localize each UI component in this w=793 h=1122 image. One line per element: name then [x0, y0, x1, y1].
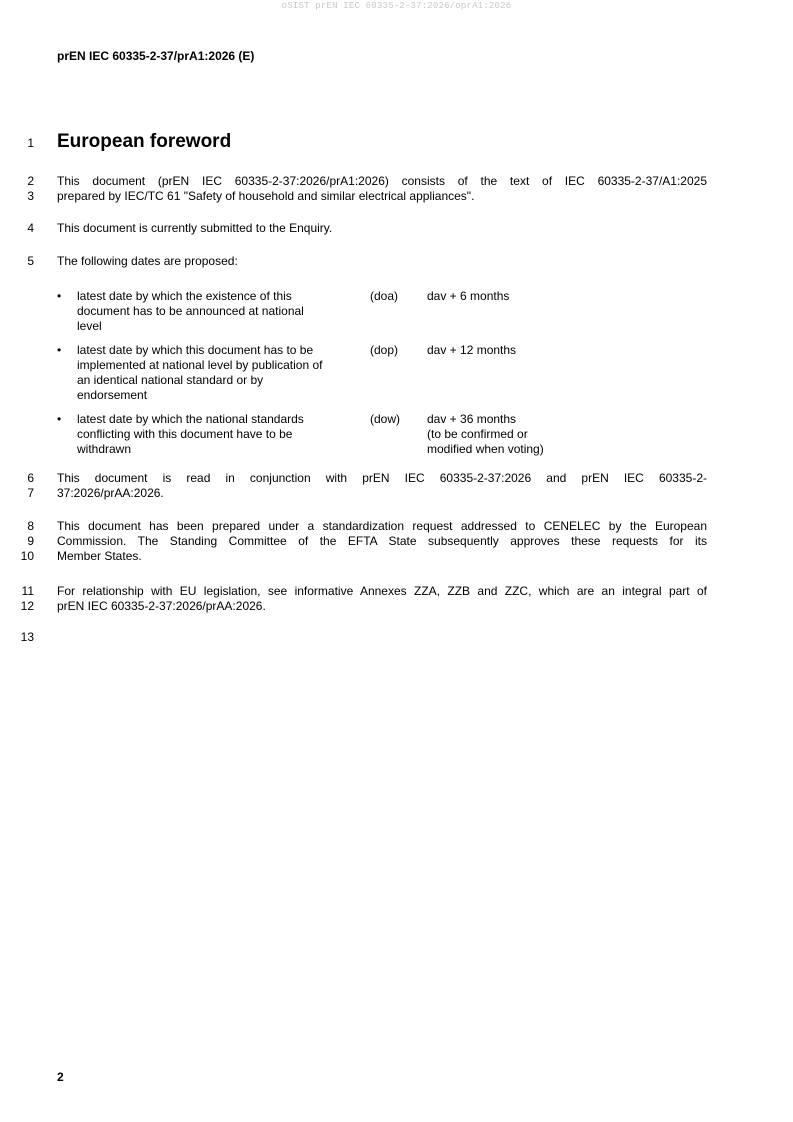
paragraph-line: This document is read in conjunction with prEN IEC 60335-2-37:2026 and prEN IEC 60335-2- — [57, 471, 707, 485]
date-value-line: dav + 36 months — [427, 412, 517, 426]
bullet-icon: • — [57, 412, 62, 426]
description-line: endorsement — [77, 388, 148, 402]
line-number: 7 — [27, 486, 34, 500]
paragraph-line: For relationship with EU legislation, see informative Annexes ZZA, ZZB and ZZC, which are an integral part of — [57, 584, 707, 598]
description-line: an identical national standard or by — [77, 373, 264, 387]
date-code: (dop) — [370, 343, 399, 357]
date-code: (doa) — [370, 289, 399, 303]
description-line: document has to be announced at national — [77, 304, 304, 318]
document-identifier: prEN IEC 60335-2-37/prA1:2026 (E) — [57, 49, 255, 63]
description-line: level — [77, 319, 102, 333]
description-line: implemented at national level by publication of — [77, 358, 323, 372]
paragraph-conjunction — [57, 471, 707, 501]
paragraph-enquiry — [57, 221, 707, 236]
paragraph-scope — [57, 174, 707, 204]
paragraph-line: Commission. The Standing Committee of the EFTA State subsequently approves these requests for its — [57, 534, 707, 548]
line-number: 4 — [27, 221, 34, 235]
bullet-icon: • — [57, 343, 62, 357]
paragraph-standardization-request — [57, 519, 707, 564]
line-number: 2 — [27, 174, 34, 188]
date-value — [427, 343, 627, 358]
line-number: 5 — [27, 254, 34, 268]
date-code: (dow) — [370, 412, 401, 426]
paragraph-line: Member States. — [57, 549, 142, 563]
date-description — [77, 412, 357, 457]
description-line: conflicting with this document have to be — [77, 427, 293, 441]
paragraph-line: This document has been prepared under a standardization request addressed to CENELEC by the European — [57, 519, 707, 533]
line-number: 6 — [27, 471, 34, 485]
line-number: 3 — [27, 189, 34, 203]
description-line: withdrawn — [77, 442, 132, 456]
paragraph-line: This document is currently submitted to the Enquiry. — [57, 221, 333, 235]
date-value-line: (to be confirmed or — [427, 427, 528, 441]
date-value-line: dav + 12 months — [427, 343, 517, 357]
section-heading: European foreword — [57, 131, 232, 152]
bullet-icon: • — [57, 289, 62, 303]
paragraph-eu-legislation — [57, 584, 707, 614]
line-number: 11 — [21, 584, 34, 598]
paragraph-line: prepared by IEC/TC 61 "Safety of household and similar electrical appliances". — [57, 189, 475, 203]
line-number: 1 — [27, 136, 34, 150]
line-number: 8 — [27, 519, 34, 533]
date-description — [77, 343, 357, 403]
date-value-line: modified when voting) — [427, 442, 544, 456]
paragraph-line: The following dates are proposed: — [57, 254, 238, 268]
line-number: 10 — [20, 549, 34, 563]
paragraph-line: prEN IEC 60335-2-37:2026/prAA:2026. — [57, 599, 266, 613]
paragraph-dates-intro — [57, 254, 707, 269]
description-line: latest date by which the national standards — [77, 412, 304, 426]
date-value-line: dav + 6 months — [427, 289, 510, 303]
line-number: 9 — [27, 534, 34, 548]
line-number: 12 — [20, 599, 34, 613]
date-description — [77, 289, 357, 334]
paragraph-line: This document (prEN IEC 60335-2-37:2026/prA1:2026) consists of the text of IEC 60335-2-37/A1:2025 — [57, 174, 707, 188]
paragraph-line: 37:2026/prAA:2026. — [57, 486, 164, 500]
date-value — [427, 289, 627, 304]
page-number: 2 — [57, 1070, 64, 1084]
description-line: latest date by which the existence of this — [77, 289, 292, 303]
watermark: oSIST prEN IEC 60335-2-37:2026/oprA1:2026 — [281, 1, 512, 11]
line-number: 13 — [20, 630, 34, 644]
date-value — [427, 412, 627, 457]
description-line: latest date by which this document has to be — [77, 343, 314, 357]
